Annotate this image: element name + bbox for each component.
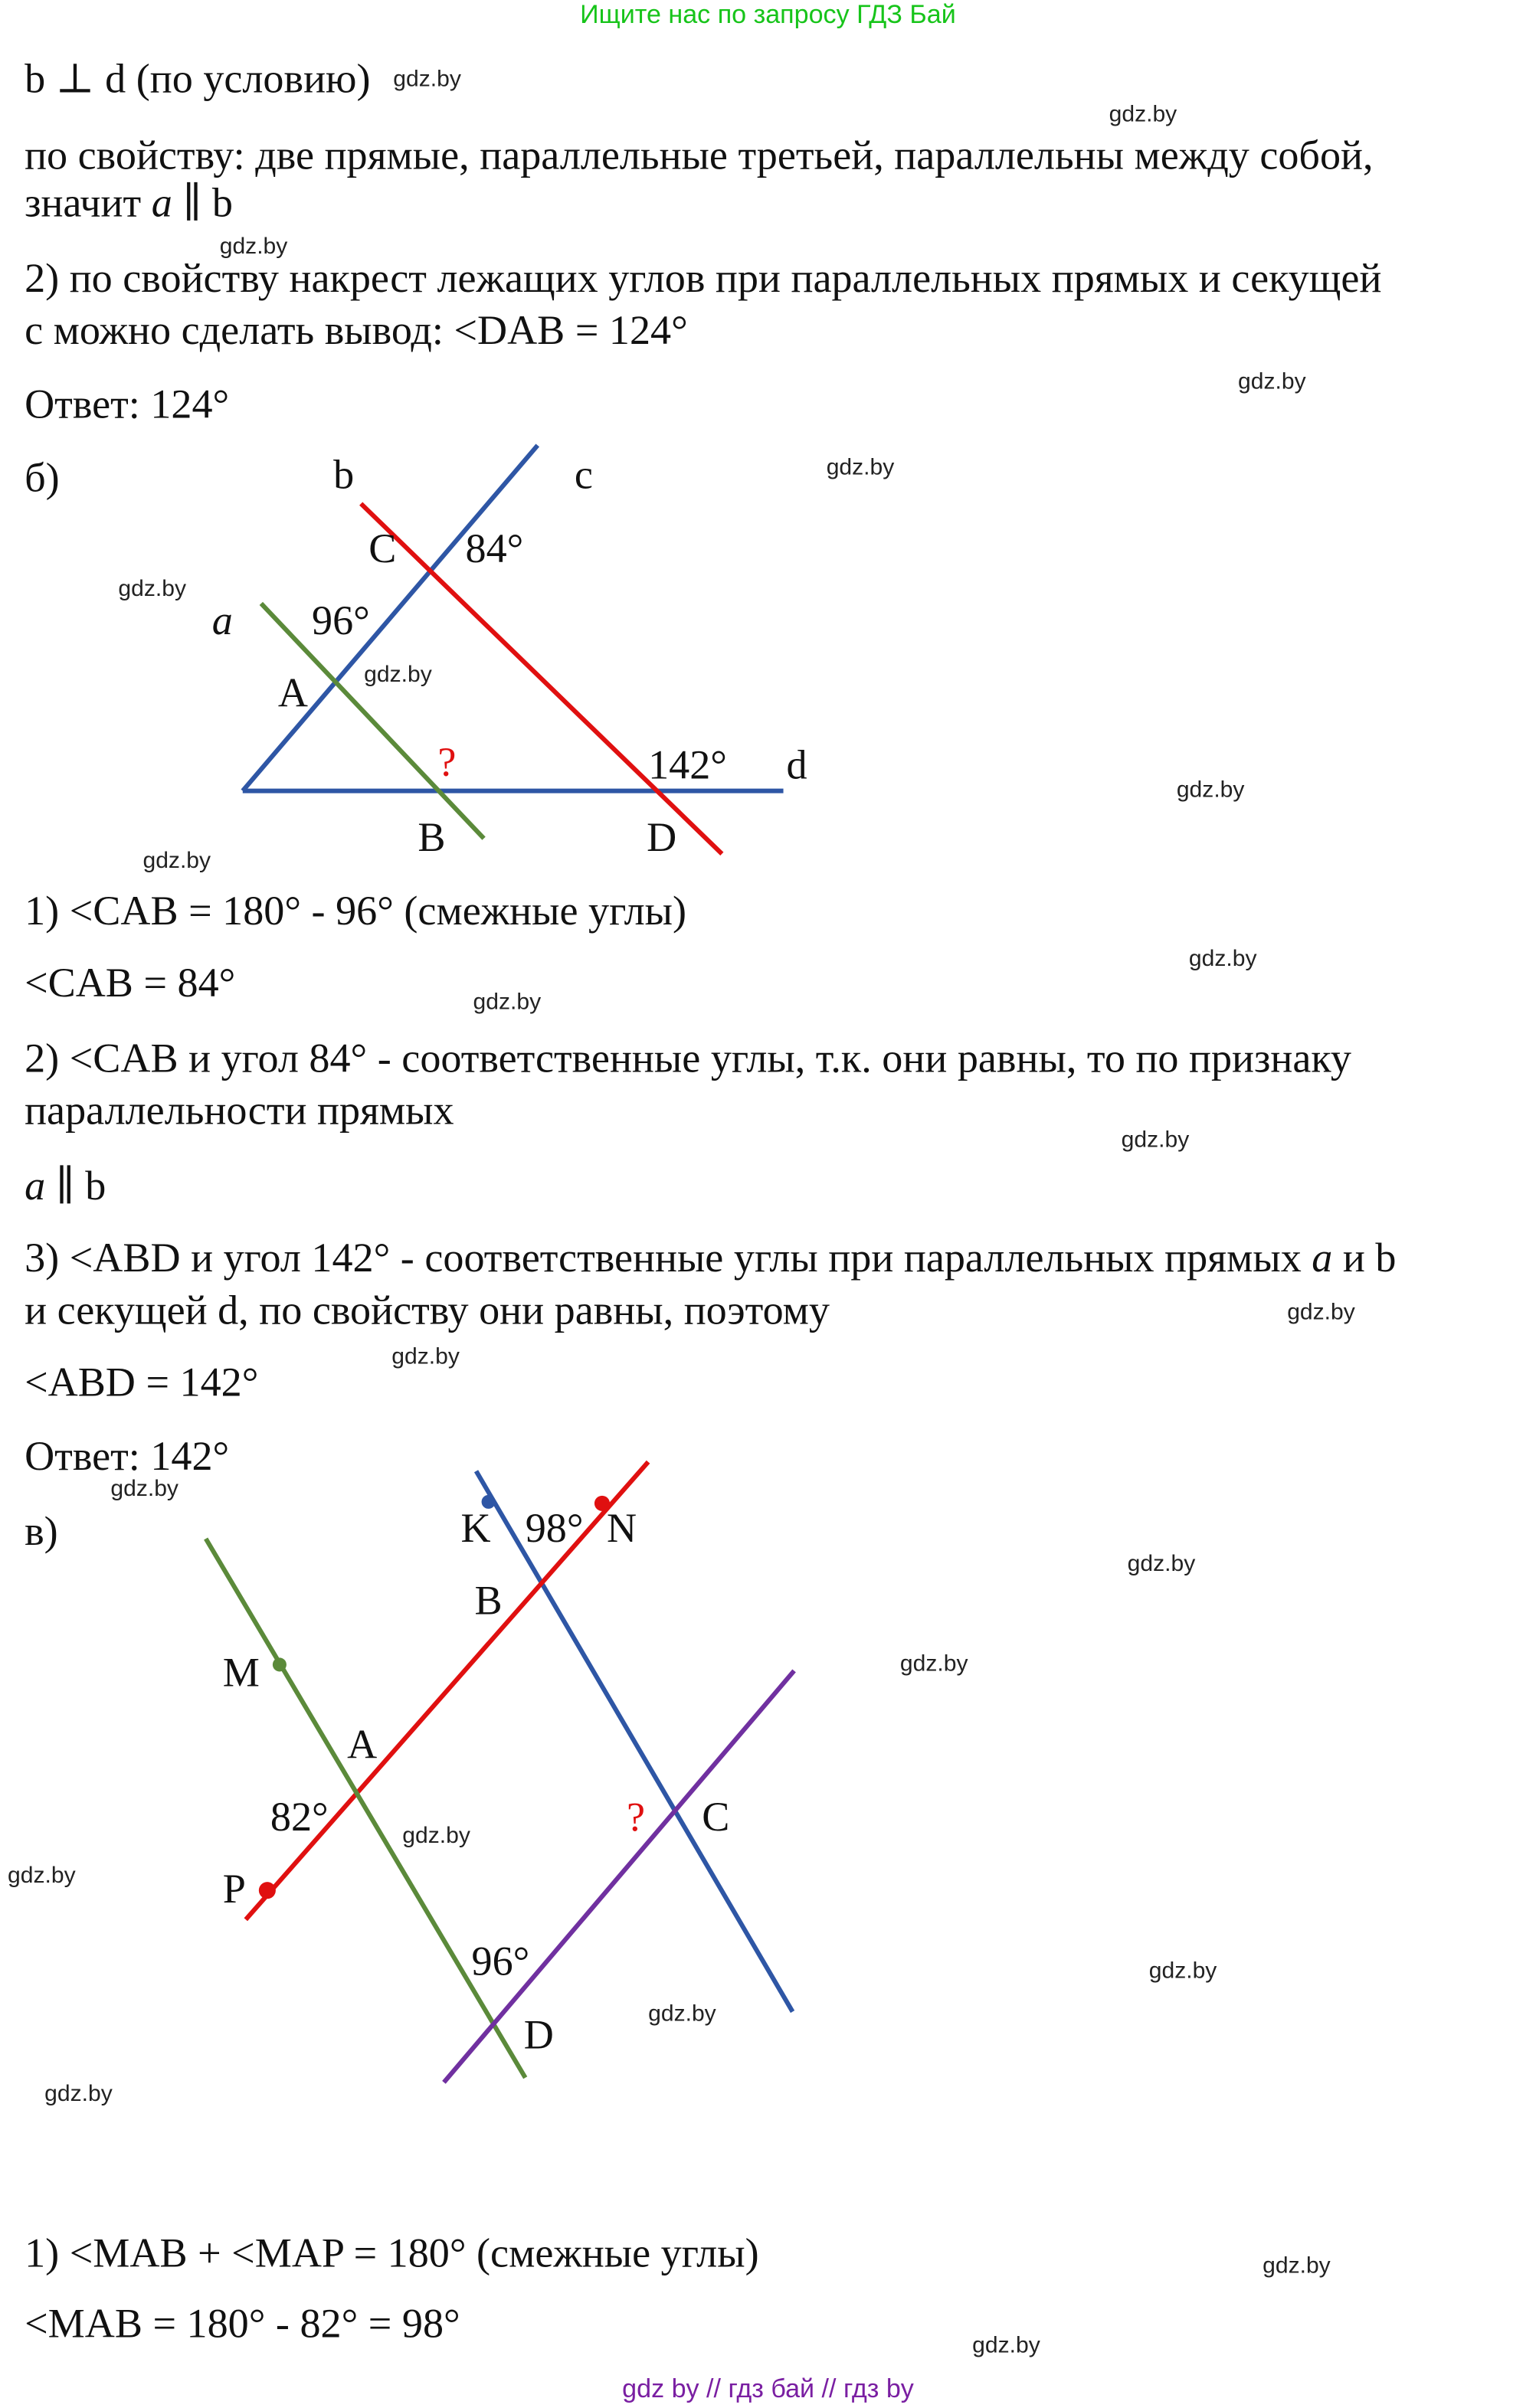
- label-d: d: [786, 741, 807, 788]
- watermark: gdz.by: [473, 989, 542, 1016]
- part-b-label: б): [25, 454, 60, 501]
- watermark: gdz.by: [1176, 777, 1245, 803]
- label-point-n: N: [606, 1505, 637, 1552]
- watermark: gdz.by: [219, 233, 288, 260]
- answer-b: Ответ: 142°: [25, 1432, 230, 1479]
- watermark: gdz.by: [972, 2332, 1040, 2359]
- label-point-p: P: [222, 1866, 246, 1912]
- watermark: gdz.by: [1188, 946, 1257, 973]
- label-angle-96: 96°: [312, 597, 370, 644]
- line-property: по свойству: две прямые, параллельные третьей, параллельны между собой,: [25, 132, 1374, 178]
- label-point-m: M: [222, 1649, 260, 1696]
- label-angle-96-v: 96°: [471, 1938, 530, 1984]
- label-c: c: [574, 451, 593, 498]
- step-b-2: 2) <CAB и угол 84° - соответственные углы, т.к. они равны, то по признаку: [25, 1035, 1352, 1081]
- part-v-label: в): [25, 1507, 58, 1555]
- label-angle-84: 84°: [465, 525, 524, 571]
- line-step-2: 2) по свойству накрест лежащих углов при параллельных прямых и секущей: [25, 254, 1382, 301]
- watermark: gdz.by: [826, 454, 895, 481]
- watermark: gdz.by: [8, 1863, 76, 1889]
- line-b-perp-d: b ⊥ d (по условию): [25, 55, 371, 102]
- label-unknown-v: ?: [627, 1793, 646, 1840]
- watermark: gdz.by: [648, 2001, 716, 2027]
- step-b-3-cont: и секущей d, по свойству они равны, поэтому: [25, 1287, 830, 1333]
- footer-links[interactable]: gdz by // гдз бай // гдз by: [622, 2374, 914, 2403]
- watermark: gdz.by: [1238, 368, 1306, 395]
- line-pn: [246, 1462, 648, 1919]
- watermark: gdz.by: [1109, 101, 1177, 128]
- label-point-k: K: [460, 1505, 491, 1552]
- watermark: gdz.by: [391, 1343, 460, 1370]
- label-point-b-v: B: [474, 1577, 503, 1624]
- point-p-dot: [259, 1882, 276, 1899]
- label-a: a: [211, 597, 233, 644]
- watermark: gdz.by: [118, 575, 187, 602]
- label-b: b: [333, 451, 355, 498]
- watermark: gdz.by: [1127, 1551, 1196, 1578]
- step-b-1-result: <CAB = 84°: [25, 960, 236, 1006]
- watermark: gdz.by: [142, 847, 211, 874]
- step-v-1-result: <MAB = 180° - 82° = 98°: [25, 2300, 460, 2347]
- label-point-d: D: [647, 813, 677, 860]
- label-point-d-v: D: [523, 2011, 554, 2058]
- label-point-c: C: [368, 525, 397, 571]
- line-kc: [474, 1471, 793, 2012]
- step-b-2-result: a ∥ b: [25, 1162, 106, 1209]
- watermark: gdz.by: [1263, 2253, 1331, 2279]
- label-point-c-v: C: [702, 1793, 730, 1840]
- label-unknown-b: ?: [437, 738, 457, 785]
- step-v-1: 1) <MAB + <MAP = 180° (смежные углы): [25, 2230, 759, 2276]
- line-step-2-result: c можно сделать вывод: <DAB = 124°: [25, 307, 688, 354]
- label-angle-142: 142°: [648, 741, 727, 788]
- step-b-2-cont: параллельности прямых: [25, 1087, 454, 1134]
- point-m-dot: [273, 1657, 287, 1671]
- label-angle-98: 98°: [525, 1505, 584, 1552]
- label-angle-82: 82°: [270, 1793, 329, 1840]
- watermark: gdz.by: [1287, 1299, 1355, 1326]
- label-point-a: A: [277, 669, 308, 716]
- watermark: gdz.by: [402, 1822, 470, 1850]
- step-b-1: 1) <CAB = 180° - 96° (смежные углы): [25, 887, 687, 934]
- watermark: gdz.by: [899, 1651, 968, 1677]
- watermark: gdz.by: [110, 1475, 178, 1502]
- label-point-a-v: A: [347, 1721, 378, 1768]
- line-conclusion-a-parallel-b: значит a ∥ b: [25, 179, 233, 226]
- watermark: gdz.by: [1121, 1127, 1190, 1153]
- watermark: gdz.by: [1148, 1958, 1217, 1984]
- watermark: gdz.by: [44, 2080, 113, 2107]
- watermark: gdz.by: [393, 66, 461, 93]
- answer-a: Ответ: 124°: [25, 381, 230, 427]
- step-b-3-result: <ABD = 142°: [25, 1359, 259, 1405]
- watermark: gdz.by: [364, 662, 432, 689]
- search-banner[interactable]: Ищите нас по запросу ГДЗ Бай: [580, 0, 956, 30]
- label-point-b: B: [418, 813, 446, 860]
- line-dc: [444, 1670, 794, 2082]
- step-b-3: 3) <ABD и угол 142° - соответственные углы при параллельных прямых a и b: [25, 1235, 1397, 1281]
